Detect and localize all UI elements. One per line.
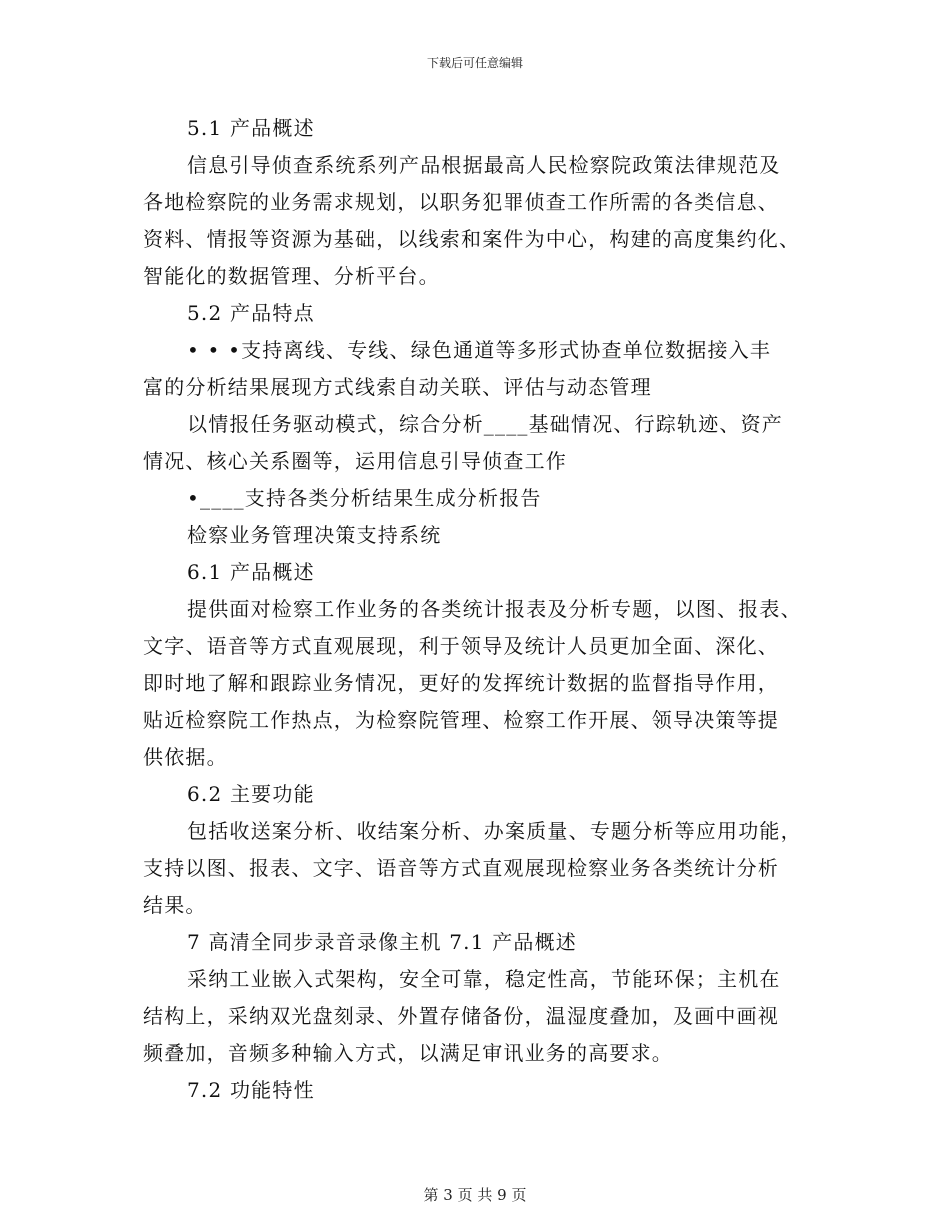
page-footer: 第 3 页 共 9 页 — [423, 1186, 527, 1204]
section-heading: 7.2 功能特性 — [187, 1078, 315, 1102]
text-line: 7 高清全同步录音录像主机 7.1 产品概述 — [187, 930, 578, 954]
text-line: 情况、核心关系圈等，运用信息引导侦查工作 — [143, 449, 567, 473]
text-line: 检察业务管理决策支持系统 — [187, 523, 442, 547]
text-line: 即时地了解和跟踪业务情况，更好的发挥统计数据的监督指导作用， — [143, 671, 779, 695]
text-line: 结构上，采纳双光盘刻录、外置存储备份，温湿度叠加，及画中画视 — [143, 1004, 779, 1028]
text-line: 各地检察院的业务需求规划，以职务犯罪侦查工作所需的各类信息、 — [143, 190, 779, 214]
text-line: 智能化的数据管理、分析平台。 — [143, 264, 440, 288]
text-line: •____支持各类分析结果生成分析报告 — [187, 486, 542, 510]
text-line: 结果。 — [143, 893, 207, 917]
document-body — [143, 110, 823, 1109]
section-heading: 6.1 产品概述 — [187, 560, 315, 584]
text-line: 包括收送案分析、收结案分析、办案质量、专题分析等应用功能， — [187, 819, 802, 843]
text-line: 支持以图、报表、文字、语音等方式直观展现检察业务各类统计分析 — [143, 856, 779, 880]
text-line: 资料、情报等资源为基础，以线索和案件为中心，构建的高度集约化、 — [143, 227, 801, 251]
text-line: 文字、语音等方式直观展现，利于领导及统计人员更加全面、深化、 — [143, 634, 779, 658]
text-line: 贴近检察院工作热点，为检察院管理、检察工作开展、领导决策等提 — [143, 708, 779, 732]
text-line: 提供面对检察工作业务的各类统计报表及分析专题，以图、报表、 — [187, 597, 802, 621]
text-line: 频叠加，音频多种输入方式，以满足审讯业务的高要求。 — [143, 1041, 673, 1065]
section-heading: 5.2 产品特点 — [187, 301, 315, 325]
text-line: 采纳工业嵌入式架构，安全可靠，稳定性高，节能环保；主机在 — [187, 967, 781, 991]
text-line: 供依据。 — [143, 745, 228, 769]
text-line: 富的分析结果展现方式线索自动关联、评估与动态管理 — [143, 375, 652, 399]
section-heading: 6.2 主要功能 — [187, 782, 315, 806]
text-line: 以情报任务驱动模式，综合分析____基础情况、行踪轨迹、资产 — [187, 412, 783, 436]
section-heading: 5.1 产品概述 — [187, 116, 315, 140]
text-line: • • •支持离线、专线、绿色通道等多形式协查单位数据接入丰 — [187, 338, 772, 362]
page-header: 下载后可任意编辑 — [426, 56, 523, 70]
text-line: 信息引导侦查系统系列产品根据最高人民检察院政策法律规范及 — [187, 153, 781, 177]
